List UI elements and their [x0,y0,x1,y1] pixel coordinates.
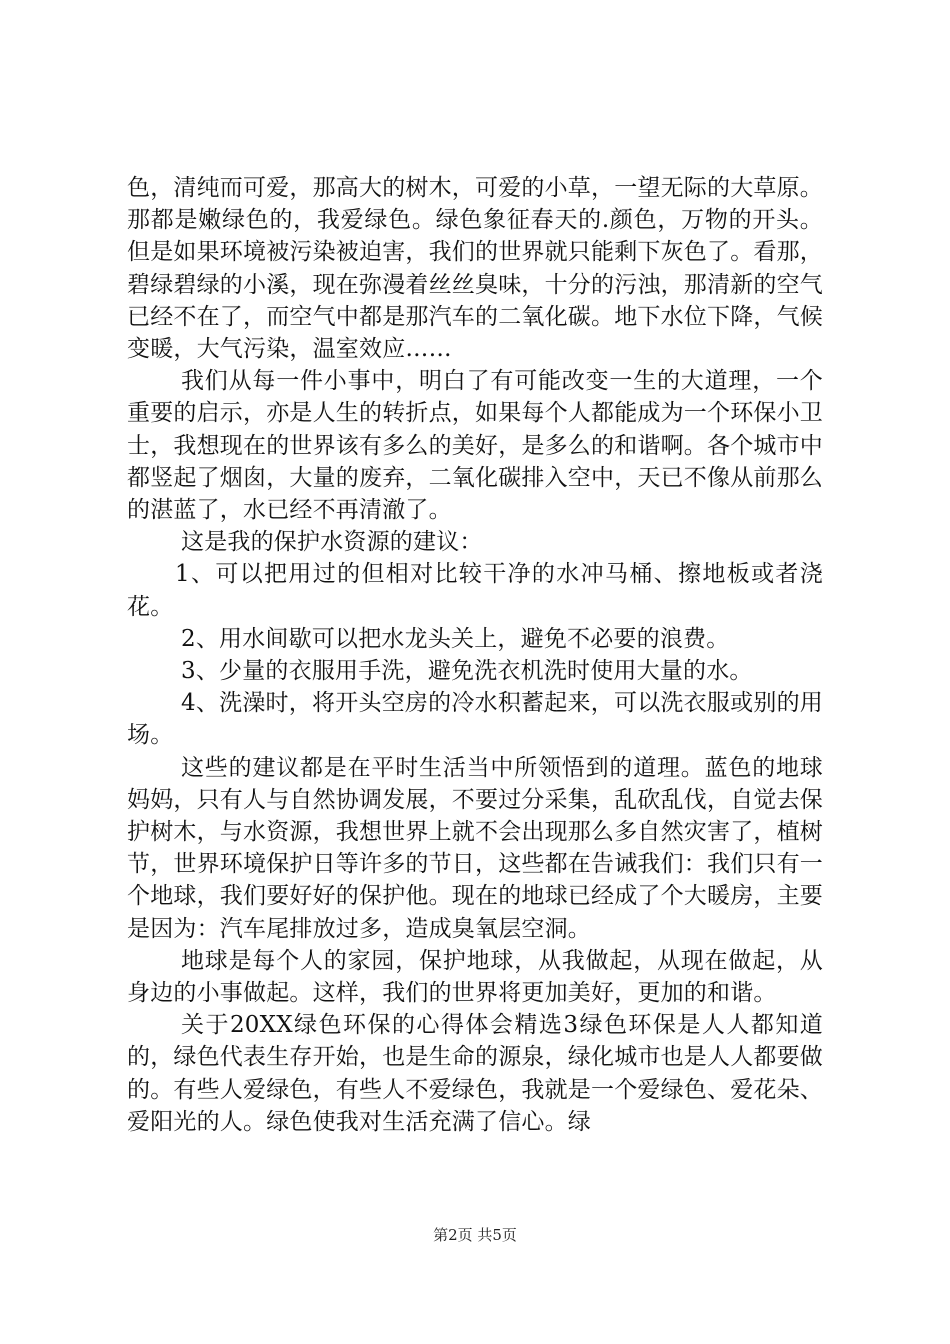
suggestion-item-1: 1、可以把用过的但相对比较干净的水冲马桶、擦地板或者浇花。 [127,561,823,620]
document-body [127,172,823,1138]
paragraph-suggestions-intro: 这是我的保护水资源的建议： [181,529,483,556]
paragraph-green-essay: 关于20XX绿色环保的心得体会精选3绿色环保是人人都知道的，绿色代表生存开始，也是生命的源泉，绿化城市也是人人都要做的。有些人爱绿色，有些人不爱绿色，我就是一个爱绿色、爱花朵、爱阳光的人。绿色使我对生活充满了信心。绿 [127,1012,823,1135]
suggestion-item-3: 3、少量的衣服用手洗，避免洗衣机洗时使用大量的水。 [181,658,753,685]
suggestion-item-2: 2、用水间歇可以把水龙头关上，避免不必要的浪费。 [181,625,730,652]
paragraph-earth-home: 地球是每个人的家园，保护地球，从我做起，从现在做起，从身边的小事做起。这样，我们的世界将更加美好，更加的和谐。 [127,947,823,1007]
paragraph-reflection: 这些的建议都是在平时生活当中所领悟到的道理。蓝色的地球妈妈，只有人与自然协调发展，不要过分采集，乱砍乱伐，自觉去保护树木，与水资源，我想世界上就不会出现那么多自然灾害了，植树节，世界环境保护日等许多的节日，这些都在告诫我们：我们只有一个地球，我们要好好的保护他。现在的地球已经成了个大暖房，主要是因为：汽车尾排放过多，造成臭氧层空洞。 [127,754,823,942]
paragraph-continued: 色，清纯而可爱，那高大的树木，可爱的小草，一望无际的大草原。那都是嫩绿色的，我爱绿色。绿色象征春天的.颜色，万物的开头。但是如果环境被污染被迫害，我们的世界就只能剩下灰色了。看那，碧绿碧绿的小溪，现在弥漫着丝丝臭味，十分的污浊，那清新的空气已经不在了，而空气中都是那汽车的二氧化碳。地下水位下降，气候变暖，大气污染，温室效应…… [127,175,823,363]
paragraph-small-things: 我们从每一件小事中，明白了有可能改变一生的大道理，一个重要的启示，亦是人生的转折点，如果每个人都能成为一个环保小卫士，我想现在的世界该有多么的美好，是多么的和谐啊。各个城市中都竖起了烟囱，大量的废弃，二氧化碳排入空中，天已不像从前那么的湛蓝了，水已经不再清澈了。 [127,368,823,524]
suggestion-item-4: 4、洗澡时，将开头空房的冷水积蓄起来，可以洗衣服或别的用场。 [127,690,823,749]
page-number-footer: 第2页 共5页 [433,1226,517,1244]
